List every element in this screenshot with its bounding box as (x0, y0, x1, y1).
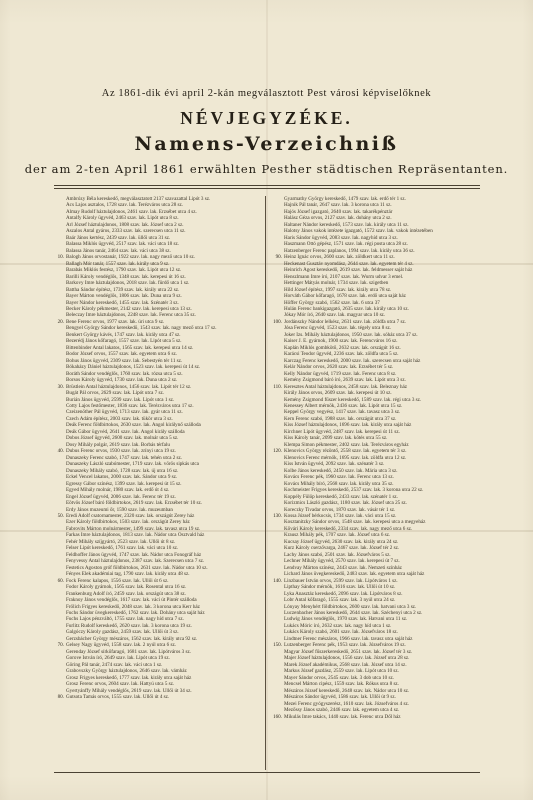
entry-text: Balassa János tanár, 2464 szav. lak. váci utca 38 sz. (66, 247, 171, 254)
entry-text: Lukács Károly szabó, 2601 szav. lak. Józsefváros 18 sz. (284, 629, 398, 636)
entry-text: Bókaházy Dániel háztulajdonos, 1523 szav. lak. kerepesi út 14 sz. (66, 364, 201, 371)
entry-text: Egressy Gábor színész, 1399 szav. lak. kerepesi út 15 sz. (66, 480, 182, 487)
entry-number: 90. (275, 254, 282, 261)
entry-text: Karczag Ferenc kereskedő, 2000 szav. lak. szerecsen utca saját ház (284, 357, 421, 364)
entry-text: Kiss Károly tanár, 2099 szav. lak. kötés utca 55 sz. (284, 435, 388, 442)
entry-number: 10. (57, 254, 64, 261)
entry-text: Lendvay Márton színész, 2443 szav. lak. Nemzeti színház (284, 564, 402, 571)
entry-text: Kirchner Lipót ügyvéd, 2487 szav. lak. kerepesi út 11 sz. (284, 428, 400, 435)
entry-text: Czech Adám építész, 2003 szav. lak. tükör utca 3 sz. (66, 415, 173, 422)
entry-text: Haltaner Nándor kereskedő, 1573 szav. lak. király utca 11 sz. (284, 221, 409, 228)
entry-text: Eredi Adolf csatornamester, 2320 szav. lak. országút Zerey ház (66, 512, 195, 519)
entry-text: Krausz Mihály pék, 1707 szav. lak. József utca 6 sz. (284, 532, 391, 539)
entry-text: Egyed Mihály molnár, 1980 szav. lak. erdő út 4 sz. (66, 487, 170, 494)
entry-text: Lutzenberger Ferenc pék, 1953 szav. lak. Józsefváros 19 sz. (284, 642, 406, 649)
entry-text: Balassa Miklós ügyvéd, 2517 szav. lak. váci utca 18 sz. (66, 241, 179, 248)
entry-text: Dosy Mihály polgár, 2619 szav. lak. Borbás térfalu (66, 441, 170, 448)
entry-text: Eckel Vencel lakatos, 2000 szav. lak. Sándor utca 9 sz. (66, 474, 178, 481)
names-column-right (271, 196, 485, 720)
entry-text: Markus József gazdász, 2559 szav. lak. Lipót utca 10 sz. (284, 668, 399, 675)
name-entry (271, 714, 485, 720)
entry-text: Lobr Antal kőfaragó, 1555 szav. lak. 3 nyúl utca 24 sz. (284, 597, 396, 604)
entry-text: Gerenday József sírkőfaragó, 1681 szav. lak. Lipótváros 3 sz. (66, 648, 191, 655)
entry-text: Kucsay József ügyvéd, 2630 szav. lak. király utca 24 sz. (284, 538, 399, 545)
column-divider (265, 196, 266, 770)
entry-text: Karácsi Teodor ügyvéd, 2236 szav. lak. zöldfa utca 5 sz. (284, 351, 399, 358)
entry-text: Czeizenöther Pál ügyvéd, 1713 szav. lak. gyár utca 11 sz. (66, 409, 183, 416)
entry-text: Bene Ferenc orvos, 1977 szav. lak. úri utca 9 sz. (66, 318, 165, 325)
entry-text: Eötvös József báró földbirtokos, 2619 szav. lak. Erzsébet tér 10 sz. (66, 500, 203, 507)
entry-text: Mészáros József kereskedő, 2648 szav. lak. Nádor utca 10 sz. (284, 687, 410, 694)
entry-text: Dobos József ügyvéd, 2600 szav. lak. molnár utca 5 sz. (66, 435, 179, 442)
entry-text: Horváth Gábor kőfaragó, 1678 szav. lak. erdő utca saját ház (284, 293, 406, 300)
names-column-left (53, 196, 267, 701)
entry-text: Kurz Károly cserzővarga, 2467 szav. lak. József tér 2 sz. (284, 545, 400, 552)
entry-text: Mezei Ferenc gyógyszerész, 1610 szav. lak. Józsefváros 4 sz. (284, 700, 409, 707)
entry-text: Bengyel György Sándor kereskedő, 1543 szav. lak. nagy mező utca 17 sz. (66, 325, 217, 332)
entry-text: Luczenbacher János kereskedő, 2644 szav. lak. Széchenyi utca 2 sz. (284, 610, 423, 616)
entry-text: Kaiser J. E. gyárnok, 1900 szav. lak. Ferencváros 16 sz. (284, 338, 398, 345)
header-title-german: Namens-Verzeichniß (134, 133, 399, 155)
entry-text: Bodor József orvos, 1557 szav. lak. egyetem utca 6 sz. (66, 351, 177, 358)
entry-text: Klenovics Ferenc mérnök, 1695 szav. lak. zöldfa utca 12 sz. (284, 454, 407, 461)
entry-text: Jókay Mór író, 2640 szav. lak. magyar utca 10 sz. (284, 312, 386, 319)
entry-text: Lónyay Menyhért földbirtokos, 2600 szav. lak. hatvani utca 3 sz. (284, 603, 417, 610)
entry-text: Bohus János ügyvéd, 2309 szav. lak. Sebestyén tér 11 sz. (66, 357, 183, 364)
entry-text: Benkert György kávés, 1747 szav. lak. király utca 47 sz. (66, 331, 181, 338)
entry-text: Lechner Mihály ügyvéd, 2570 szav. lak. kerepesi út 7 sz. (284, 558, 400, 565)
entry-text: Grosz Frigyes kereskedő, 1777 szav. lak. király utca saját ház (66, 674, 192, 681)
header-rule (54, 185, 480, 186)
entry-text: Kemény Zsigmond fűszer kereskedő, 1589 szav. lak. régi utca 3 sz. (284, 396, 422, 403)
entry-text: Gelsey Nagy ügyvéd, 1558 szav. lak. 2 nyúl utca 6 sz. (66, 642, 177, 649)
entry-text: Király János orvos, 2609 szav. lak. kerepesi út 10 sz. (284, 390, 392, 397)
entry-text: Kovács Mihály bíró, 2568 szav. lak. király utca 35 sz. (284, 480, 394, 487)
entry-text: Klempa Simon pékmester, 2402 szav. lak. Terézváros egyház (284, 441, 409, 448)
entry-number: 30. (57, 383, 64, 390)
entry-text: Fraknoy János vendéglős, 1617 szav. lak. váci út Pintér szálloda (66, 597, 197, 604)
entry-text: Korizmics László gazdász, 1180 szav. lak. József utca 25 sz. (284, 500, 407, 507)
entry-text: Gerzsbácher György mészáros, 1562 szav. lak. király utca 92 sz. (66, 635, 198, 642)
entry-text: Kelár Nándor orvos, 2620 szav. lak. Erzsébet tér 5 sz. (284, 364, 394, 371)
entry-text: Hajós József igazgató, 2640 szav. lak. takarékpénztár (284, 208, 393, 215)
entry-text: Ezer Károly földbirtokos, 1503 szav. lak. országút Zerey ház (66, 519, 190, 526)
entry-text: Gyertyánffy Mihály vendéglős, 2619 szav. lak. Üllői út 34 sz. (66, 687, 192, 694)
entry-text: Borsos Károly ügyvéd, 1730 szav. lak. Duna utca 2 sz. (66, 377, 178, 384)
entry-text: Keppel György vegyész, 1417 szav. lak. tavasz utca 3 sz. (284, 409, 401, 416)
entry-text: Heinz Ignác orvos, 2600 szav. lak. zöldkert utca 11 sz. (284, 254, 395, 261)
entry-text: Engel József ügyvéd, 2006 szav. lak. Ferenc tér 19 sz. (66, 493, 176, 500)
entry-number: 50. (57, 512, 64, 519)
entry-text: Halász Géza orvos, 2127 szav. lak. dohány utca 2 sz. (284, 215, 392, 222)
entry-text: Bittenbinder Antal lakatos, 1565 szav. lak. kerepesi utca 14 sz. (66, 344, 194, 351)
entry-text: Bayer Nándor kereskedő, 1455 szav. lak. Szénatér 3 sz. (66, 299, 179, 306)
entry-text: Jordánszky Nándor lelkész, 2631 szav. lak. zöldfa utca 7 sz. (284, 318, 407, 325)
entry-text: Dunaszeky László szabómester, 1719 szav. lak. vörös sipkás utca (66, 461, 199, 468)
entry-text: Fuchs Lajos pénzváltó, 1755 szav. lak. nagy híd utca 7 sz. (66, 616, 184, 623)
entry-number: 20. (57, 318, 64, 325)
entry-text: Beleczay Imre háztulajdonos, 2248 szav. lak. Ferenc utca 35 sz. (66, 312, 196, 319)
entry-text: Grabovszky György háztulajdonos, 2646 szav. lak. vámház (66, 668, 187, 675)
entry-number: 150. (273, 642, 282, 649)
entry-text: Heckenast Gusztáv nyomdász, 2644 szav. lak. egyetem tér 4 sz. (284, 260, 414, 267)
entry-text: Gutsota Tamás orvos, 1555 szav. lak. Üllői út 4 sz. (66, 694, 170, 701)
entry-text: Marek József akadémikus, 2568 szav. lak. József utca 14 sz. (284, 661, 407, 668)
entry-text: Deák Gábor ügyvéd, 2641 szav. lak. Angol király szálloda (66, 428, 185, 435)
entry-text: Kochmeister Frigyes kereskedő, 2537 szav. lak. 3 korona utca 22 sz. (284, 487, 424, 494)
entry-text: Barkovy Imre háztulajdonos, 2018 szav. lak. fürdő utca 1 sz. (66, 280, 190, 287)
entry-number: 160. (273, 713, 282, 720)
entry-number: 110. (273, 383, 282, 390)
entry-text: Burián János ügyvéd, 2599 szav. lak. Lipót utca 1 sz. (66, 396, 175, 403)
entry-number: 40. (57, 448, 64, 455)
entry-number: 80. (57, 694, 64, 701)
entry-text: Felser Lipót kereskedő, 1761 szav. lak. váci utca 10 sz. (66, 545, 179, 552)
entry-text: Deák Ferenc földbirtokos, 2630 szav. lak. Angol királynő szálloda (66, 422, 201, 429)
entry-text: Göring Pál tanár, 2474 szav. lak. váci utca 1 sz. (66, 661, 163, 668)
entry-text: Fodor Károly gyárnok, 1565 szav. lak. Rosental utca 16 sz. (66, 584, 187, 591)
entry-text: Kovács Ferenc pék, 1960 szav. lak. Ferenc utca 13 sz. (284, 474, 394, 481)
entry-text: Mencsel Márton cipész, 1559 szav. lak. Rókus utca 8 sz. (284, 681, 399, 688)
entry-number: 120. (273, 448, 282, 455)
entry-text: Klenovics György rézöntő, 2558 szav. lak. egyetem tér 3 sz. (284, 448, 407, 455)
name-entry (53, 694, 267, 700)
entry-text: Linzbauer István orvos, 2599 szav. lak. Lipótváros 1 sz. (284, 577, 398, 584)
entry-text: Lyka Anasztáz kereskedő, 2096 szav. lak. Lipótváros 8 sz. (284, 590, 403, 597)
entry-text: Mikulás Imre takács, 1440 szav. lak. Ferenc utca Dől ház (284, 713, 401, 720)
entry-text: Almay Rudolf háztulajdonos, 2461 szav. lak. Erzsébet utca 4 sz. (66, 208, 197, 215)
entry-text: Fényes Elek akadémiai tag, 1790 szav. lak. király utca 48 sz. (66, 571, 190, 578)
entry-text: Koreczky Tivadar orvos, 1870 szav. lak. vásár tér 1 sz. (284, 506, 396, 513)
entry-text: Gyarmathy György kereskedő, 1479 szav. lak. erdő tér 1 sz. (284, 196, 406, 202)
entry-text: Arl József háztulajdonos, 1808 szav. lak. József utca 2 sz. (66, 221, 184, 228)
entry-text: Majer József háztulajdonos, 1556 szav. lak. József utca 28 sz. (284, 655, 410, 662)
entry-text: Ludwig János vendéglős, 1970 szav. lak. Hatvani utca 11 sz. (284, 616, 408, 623)
entry-text: Kolbe János kereskedő, 2450 szav. lak. Mária utca 3 sz. (284, 467, 398, 474)
entry-text: Balogh János orvostanár, 1922 szav. lak. nagy mező utca 10 sz. (66, 254, 196, 261)
entry-text: Frölich Frigyes kereskedő, 2048 szav. lak. 3 korona utca Kerr ház (66, 603, 200, 610)
entry-text: Farkas Imre háztulajdonos, 1813 szav. lak. Nádor utca Osztvald ház (66, 532, 205, 539)
entry-text: Lachy János szabó, 2501 szav. lak. Józsefváros 5 sz. (284, 551, 391, 558)
entry-text: Fuchs Sándor üvegkereskedő, 1762 szav. lak. Dohány utca saját ház (66, 610, 205, 616)
entry-text: Ács Lajos asztalos, 1728 szav. lak. Terézváros utca 28 sz. (66, 202, 184, 209)
entry-text: Kosztanitzky Sándor orvos, 1548 szav. lak. kerepesi utca a megyeház (284, 519, 426, 526)
entry-text: Koppély Fülöp kereskedő, 2433 szav. lak. szénatér 1 sz. (284, 493, 398, 500)
entry-text: Gorove István író, 2649 szav. lak. Lipót utca 19 sz. (66, 655, 170, 662)
entry-number: 70. (57, 642, 64, 649)
entry-text: Bayer Márton vendéglős, 1806 szav. lak. Duna utca 9 sz. (66, 293, 182, 300)
entry-text: Hettinger Mátyás molnár, 1734 szav. lak. szigetben (284, 280, 389, 287)
entry-text: Keresztes Antal háztulajdonos, 2458 szav. lak. Beleznay ház (284, 383, 408, 390)
entry-number: 140. (273, 577, 282, 584)
entry-text: Kővári Károly kereskedő, 2334 szav. lak. nagy mező utca 6 sz. (284, 525, 413, 532)
entry-text: Hajnik Pál tanár, 2647 szav. lak. 3 korona utca 11 sz. (284, 202, 392, 209)
entry-text: Battha Sándor építész, 1739 szav. lak. király utca 22 sz. (66, 286, 180, 293)
entry-text: Joker Izs. Mihály háztulajdonos, 1950 szav. lak. sóház utca 37 sz. (284, 331, 418, 338)
entry-text: Boráth Sándor vendéglős, 1760 szav. lak. rózsa utca 5 sz. (66, 370, 183, 377)
footer-rule (54, 772, 480, 773)
entry-number: 60. (57, 577, 64, 584)
header-rule (54, 188, 480, 189)
entry-text: Ballagh Mór tanár, 1557 szav. lak. király utca 9 sz. (66, 260, 170, 267)
entry-text: Fabrovits Márton molnármester, 1499 szav. lak. tavasz utca 19 sz. (66, 525, 201, 532)
entry-text: Aszalos Antal gyáros, 2333 szav. lak. szerecsen utca 11 sz. (66, 228, 186, 235)
header-title-hungarian: NÉVJEGYZÉKE. (180, 108, 353, 128)
entry-text: Kiss István ügyvéd, 2092 szav. lak. szénatér 3 sz. (284, 461, 385, 468)
entry-text: Fock Ferenc kalapos, 1556 szav. lak. Üllői út 6 sz. (66, 577, 169, 584)
entry-text: Galgóczy Károly gazdász, 2459 szav. lak. Üllői út 3 sz. (66, 629, 179, 636)
entry-text: Mészáros Sándor ügyvéd, 1586 szav. lak. Üllői út 9 sz. (284, 694, 396, 701)
entry-number: 130. (273, 512, 282, 519)
entry-text: Kaplán Miklós gombkötő, 2632 szav. lak. országút 16 sz. (284, 344, 401, 351)
entry-text: Barilli Károly vendéglős, 1348 szav. lak. kerepesi út 16 sz. (66, 273, 186, 280)
entry-text: Jósa Ferenc ügyvéd, 1523 szav. lak. tégely utca 8 sz. (284, 325, 392, 332)
entry-text: Haris Sándor ügyvéd, 2083 szav. lak. nagyhíd utca 3 sz. (284, 234, 398, 241)
entry-text: Feldhoffer János ügyvéd, 1747 szav. lak. Nádor utca Fonográf ház (66, 551, 202, 558)
entry-text: Bezerédj János kőfaragó, 1557 szav. lak. Lipót utca 5 sz. (66, 338, 182, 345)
entry-text: Cotty Lajos festőmester, 1836 szav. lak. Terézváros utca 17 sz. (66, 403, 194, 409)
entry-text: Baár János kertész, 2439 szav. lak. üllői utca 31 sz. (66, 234, 171, 241)
entry-text: Dunaszeky Mihály szabó, 1728 szav. lak. új utca 16 sz. (66, 467, 179, 474)
entry-text: Halotsy János vakok intézete igazgató, 1572 szav. lak. vakok intézetében (284, 228, 433, 235)
entry-text: Kelly Nándor ügyvéd, 1719 szav. lak. Ferenc utca 8 sz. (284, 370, 397, 377)
entry-text: Kossa József bérkocsis, 1734 szav. lak. váci utca 15 sz. (284, 512, 397, 519)
entry-text: Mezőssy János szabó, 2446 szav. lak. egyetem utca 4 sz. (284, 707, 400, 714)
entry-text: Höffer György szabó, 1562 szav. lak. 6 utca 37 (284, 299, 380, 306)
entry-text: Kiss József háztulajdonos, 1696 szav. lak. király utca saját ház (284, 422, 412, 429)
entry-text: Bugát Pál orvos, 2629 szav. lak. Lipót utca 7 sz. (66, 390, 164, 397)
header-line-hungarian: Az 1861-dik évi april 2-kán megválasztott Pest városi képviselőknek (101, 88, 432, 99)
entry-text: Kemény Zsigmond báró író, 2639 szav. lak. Lipót utca 3 sz. (284, 377, 406, 384)
entry-text: Magyar József fűszerkereskedő, 2651 szav. lak. József tér 3 sz. (284, 648, 413, 655)
entry-text: Hatzenberger Ferenc paplanos, 1994 szav. lak. király utca 36 sz. (284, 247, 415, 254)
entry-text: Lipthay Sándor mérnök, 1616 szav. lak. Üllői út 10 sz. (284, 584, 396, 591)
entry-number: 100. (273, 318, 282, 325)
entry-text: Haszmann Ottó gépész, 1571 szav. lak. régi posta utca 28 sz. (284, 241, 408, 248)
entry-text: Kenessey Albert mérnök, 2436 szav. lak. Lipót utca 15 sz. (284, 403, 403, 409)
entry-text: Erdy János muzeumi őr, 1590 szav. lak. muzeumban (66, 506, 173, 513)
entry-text: Fehér Mihály szíjgyártó, 2523 szav. lak. Üllői út 8 sz. (66, 538, 176, 545)
entry-text: Barabás Miklós festész, 1790 szav. lak. Lipót utca 12 sz. (66, 267, 182, 274)
entry-text: Ambrózy Béla kereskedő, megválasztatott 2137 szavazattal Lipót 3 sz. (66, 196, 211, 202)
entry-text: Dunaszeky Ferenc szabó, 1747 szav. lak. tehén utca 2 sz. (66, 454, 183, 461)
entry-text: Furlitz Rudolf kereskedő, 2620 szav. lak. 3 korona utca 19 sz. (66, 622, 192, 629)
entry-text: Mayer Sándor orvos, 2545 szav. lak. 3 dob utca 10 sz. (284, 674, 395, 681)
entry-text: Lichard János üvegkereskedő, 2483 szav. lak. egyetem utca saját ház (284, 571, 425, 578)
entry-text: Heinrich Ágost kereskedő, 2619 szav. lak. feldmesser saját ház (284, 267, 413, 274)
entry-text: Lindtner Ferenc mészáros, 1966 szav. lak. tavasz utca saját ház (284, 635, 413, 642)
header-line-german: der am 2-ten April 1861 erwählten Pesther städtischen Repräsentanten. (24, 162, 509, 176)
entry-text: Dubus Ferenc orvos, 1930 szav. lak. zrínyi utca 19 sz. (66, 448, 176, 455)
entry-text: Henszlmann Imre író, 2107 szav. lak. Wurm udvar 3 emel. (284, 273, 404, 280)
entry-text: Kern Ferenc szabó, 1988 szav. lak. országút utca 37 sz. (284, 415, 397, 422)
entry-text: Becker Károly pékmester, 2142 szav. lak. kerepesi utca 13 sz. (66, 305, 192, 312)
entry-text: Fenyvessy Antal háztulajdonos, 2387 szav. lak. Szerecsen utca 7 sz. (66, 558, 205, 565)
entry-text: Brüstlein Antal háztulajdonos, 1456 szav. lak. Lipót tér 12 sz. (66, 383, 192, 390)
entry-text: Hild József építész, 1997 szav. lak. király utca 78 sz. (284, 286, 392, 293)
entry-text: Grosz Ferenc orvos, 2604 szav. lak. Hattyú utca 5 sz. (66, 681, 175, 688)
entry-text: Festetics Agoston gróf földbirtokos, 2631 szav. lak. Nádor utca 10 sz. (66, 564, 208, 571)
entry-text: Hulán Ferenc bankigazgató, 2635 szav. lak. király utca 10 sz. (284, 305, 409, 312)
entry-text: Frankenburg Adolf író, 2459 szav. lak. országút utca 38 sz. (66, 590, 186, 597)
entry-text: Antalfy Károly ügyvéd, 2463 szav. lak. Lipót utca 8 sz. (66, 215, 179, 222)
entry-text: Lukács Móric író, 2632 szav. lak. nagy híd utca 1 sz. (284, 622, 392, 629)
